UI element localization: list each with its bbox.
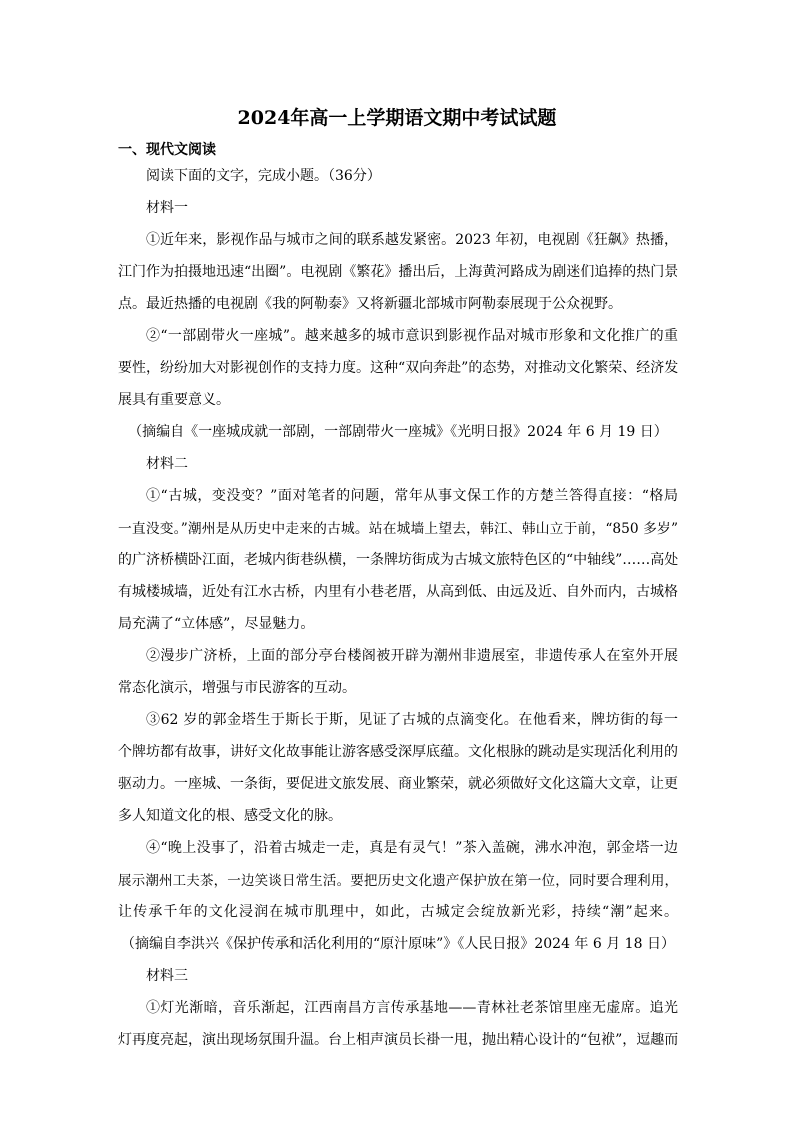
paragraph-line: 驱动力。一座城、一条街，要促进文旅发展、商业繁荣，就必须做好文化这篇大文章，让更 bbox=[118, 776, 678, 792]
instruction: 阅读下面的文字，完成小题。（36分） bbox=[146, 168, 381, 184]
paragraph-line: 多人知道文化的根、感受文化的脉。 bbox=[118, 808, 342, 824]
paragraph-line: 展示潮州工夫茶，一边笑谈日常生活。要把历史文化遗产保护放在第一位，同时要合理利用， bbox=[118, 873, 678, 889]
paragraph-line: ②漫步广济桥，上面的部分亭台楼阁被开辟为潮州非遗展室，非遗传承人在室外开展 bbox=[146, 648, 678, 664]
paragraph-line: 江门作为拍摄地迅速“出圈”。电视剧《繁花》播出后，上海黄河路成为剧迷们追捧的热门景 bbox=[118, 264, 679, 280]
paragraph-line: ①灯光渐暗，音乐渐起，江西南昌方言传承基地——青林社老茶馆里座无虚席。追光 bbox=[146, 1000, 678, 1016]
paragraph-line: 个牌坊都有故事，讲好文化故事能让游客感受深厚底蕴。文化根脉的跳动是实现活化利用的 bbox=[118, 744, 678, 760]
material-label: 材料一 bbox=[146, 200, 188, 216]
material-label: 材料二 bbox=[146, 456, 188, 472]
paragraph-line: ④“晚上没事了，沿着古城走一走，真是有灵气！”茶入盖碗，沸水冲泡，郭金塔一边 bbox=[146, 840, 678, 856]
paragraph-line: ③62 岁的郭金塔生于斯长于斯，见证了古城的点滴变化。在他看来，牌坊街的每一 bbox=[146, 712, 678, 728]
paragraph-line: ①“古城，变没变？”面对笔者的问题，常年从事文保工作的方楚兰答得直接：“格局 bbox=[146, 488, 678, 504]
paragraph-line: 展具有重要意义。 bbox=[118, 392, 230, 408]
paragraph-line: ②“一部剧带火一座城”。越来越多的城市意识到影视作品对城市形象和文化推广的重 bbox=[146, 328, 678, 344]
page-title: 2024年高一上学期语文期中考试试题 bbox=[237, 107, 557, 129]
paragraph-line: 局充满了“立体感”，尽显魅力。 bbox=[118, 616, 315, 632]
paragraph-line: 让传承千年的文化浸润在城市肌理中，如此，古城定会绽放新光彩，持续“潮”起来。 bbox=[118, 904, 678, 920]
section-heading: 一、现代文阅读 bbox=[118, 142, 216, 158]
material-label: 材料三 bbox=[146, 968, 188, 984]
paragraph-line: 常态化演示，增强与市民游客的互动。 bbox=[118, 680, 356, 696]
paragraph-line: 要性，纷纷加大对影视创作的支持力度。这种“双向奔赴”的态势，对推动文化繁荣、经济发 bbox=[118, 360, 679, 376]
paragraph-line: 的广济桥横卧江面，老城内街巷纵横，一条牌坊街成为古城文旅特色区的“中轴线”……高处 bbox=[118, 552, 679, 568]
paragraph-line: 点。最近热播的电视剧《我的阿勒泰》又将新疆北部城市阿勒泰展现于公众视野。 bbox=[118, 296, 622, 312]
paragraph-line: 有城楼城墙，近处有江水古桥，内里有小巷老厝，从高到低、由远及近、自外而内，古城格 bbox=[118, 584, 678, 600]
paragraph-line: 灯再度亮起，演出现场氛围升温。台上相声演员长褂一甩，抛出精心设计的“包袱”，逗趣而 bbox=[118, 1032, 679, 1048]
paragraph-line: 一直没变。”潮州是从历史中走来的古城。站在城墙上望去，韩江、韩山立于前，“850 多岁” bbox=[118, 521, 678, 537]
source-citation: （摘编自李洪兴《保护传承和活化利用的“原汁原味”》《人民日报》2024 年 6 月 18 日） bbox=[121, 936, 675, 952]
source-citation: （摘编自《一座城成就一部剧，一部剧带火一座城》《光明日报》2024 年 6 月 19 日） bbox=[128, 424, 668, 440]
paragraph-line: ①近年来，影视作品与城市之间的联系越发紧密。2023 年初，电视剧《狂飙》热播， bbox=[146, 232, 678, 248]
